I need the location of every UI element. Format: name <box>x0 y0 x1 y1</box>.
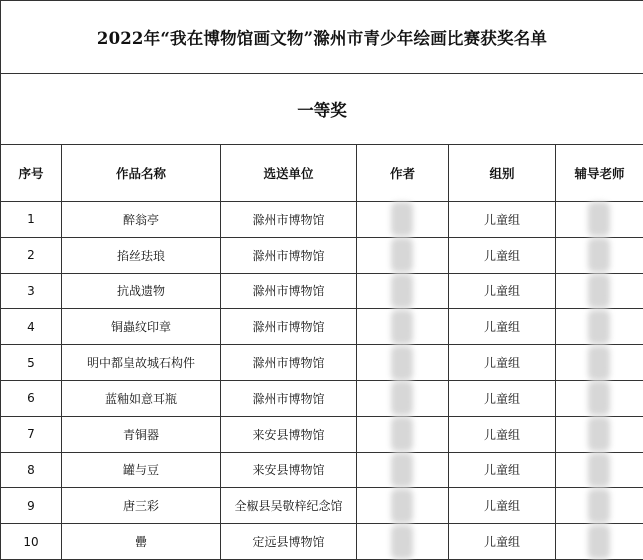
teacher-cell <box>556 202 643 238</box>
table-row <box>1 380 643 416</box>
work-title-cell: 青铜器 <box>62 416 221 452</box>
teacher-cell <box>556 488 643 524</box>
group-cell: 儿童组 <box>449 416 556 452</box>
redaction-blur <box>588 525 610 559</box>
author-redacted <box>396 282 408 299</box>
redaction-blur <box>588 238 610 272</box>
group-cell: 儿童组 <box>449 524 556 560</box>
row-number-cell: 4 <box>1 309 62 345</box>
teacher-redacted <box>593 426 605 443</box>
table-row <box>1 416 643 452</box>
submitting-unit-cell: 来安县博物馆 <box>221 416 357 452</box>
group-cell: 儿童组 <box>449 309 556 345</box>
author-redacted <box>396 247 408 264</box>
work-title-cell: 抗战遗物 <box>62 273 221 309</box>
redaction-blur <box>588 310 610 344</box>
author-cell <box>357 380 449 416</box>
redaction-blur <box>391 274 413 308</box>
row-number-cell: 5 <box>1 345 62 381</box>
author-redacted <box>396 461 408 478</box>
group-cell: 儿童组 <box>449 488 556 524</box>
column-header-number: 序号 <box>1 145 62 202</box>
redaction-blur <box>391 525 413 559</box>
teacher-cell <box>556 380 643 416</box>
table-row <box>1 488 643 524</box>
column-header-author: 作者 <box>357 145 449 202</box>
redaction-blur <box>391 489 413 523</box>
redaction-blur <box>588 489 610 523</box>
row-number-cell: 10 <box>1 524 62 560</box>
table-row <box>1 309 643 345</box>
teacher-cell <box>556 237 643 273</box>
author-cell <box>357 345 449 381</box>
teacher-redacted <box>593 354 605 371</box>
teacher-cell <box>556 452 643 488</box>
teacher-redacted <box>593 247 605 264</box>
submitting-unit-cell: 滁州市博物馆 <box>221 273 357 309</box>
teacher-cell <box>556 309 643 345</box>
author-cell <box>357 309 449 345</box>
teacher-cell <box>556 524 643 560</box>
redaction-blur <box>588 202 610 236</box>
author-cell <box>357 237 449 273</box>
table-row <box>1 524 643 560</box>
submitting-unit-cell: 定远县博物馆 <box>221 524 357 560</box>
teacher-cell <box>556 273 643 309</box>
author-redacted <box>396 318 408 335</box>
author-cell <box>357 524 449 560</box>
redaction-blur <box>391 346 413 380</box>
work-title-cell: 蓝釉如意耳瓶 <box>62 380 221 416</box>
author-redacted <box>396 426 408 443</box>
author-redacted <box>396 211 408 228</box>
submitting-unit-cell: 滁州市博物馆 <box>221 309 357 345</box>
table-row <box>1 273 643 309</box>
group-cell: 儿童组 <box>449 452 556 488</box>
row-number-cell: 3 <box>1 273 62 309</box>
author-cell <box>357 488 449 524</box>
teacher-redacted <box>593 282 605 299</box>
submitting-unit-cell: 滁州市博物馆 <box>221 237 357 273</box>
award-level-heading: 一等奖 <box>1 74 643 145</box>
teacher-redacted <box>593 461 605 478</box>
table-row <box>1 452 643 488</box>
author-redacted <box>396 354 408 371</box>
row-number-cell: 7 <box>1 416 62 452</box>
redaction-blur <box>588 453 610 487</box>
redaction-blur <box>391 453 413 487</box>
teacher-redacted <box>593 497 605 514</box>
column-header-group: 组别 <box>449 145 556 202</box>
author-cell <box>357 273 449 309</box>
table-row <box>1 237 643 273</box>
group-cell: 儿童组 <box>449 202 556 238</box>
redaction-blur <box>391 417 413 451</box>
redaction-blur <box>588 346 610 380</box>
teacher-redacted <box>593 211 605 228</box>
table-body <box>1 202 643 560</box>
teacher-cell <box>556 416 643 452</box>
submitting-unit-cell: 滁州市博物馆 <box>221 202 357 238</box>
author-redacted <box>396 390 408 407</box>
redaction-blur <box>588 274 610 308</box>
group-cell: 儿童组 <box>449 237 556 273</box>
redaction-blur <box>391 381 413 415</box>
redaction-blur <box>391 238 413 272</box>
work-title-cell: 唐三彩 <box>62 488 221 524</box>
row-number-cell: 9 <box>1 488 62 524</box>
author-cell <box>357 452 449 488</box>
redaction-blur <box>391 202 413 236</box>
table-header-row <box>1 145 643 202</box>
teacher-cell <box>556 345 643 381</box>
submitting-unit-cell: 全椒县吴敬梓纪念馆 <box>221 488 357 524</box>
table-row <box>1 202 643 238</box>
work-title-cell: 铜蟲纹印章 <box>62 309 221 345</box>
submitting-unit-cell: 滁州市博物馆 <box>221 345 357 381</box>
redaction-blur <box>588 417 610 451</box>
author-cell <box>357 202 449 238</box>
row-number-cell: 2 <box>1 237 62 273</box>
row-number-cell: 6 <box>1 380 62 416</box>
teacher-redacted <box>593 390 605 407</box>
column-header-work: 作品名称 <box>62 145 221 202</box>
redaction-blur <box>588 381 610 415</box>
row-number-cell: 8 <box>1 452 62 488</box>
submitting-unit-cell: 来安县博物馆 <box>221 452 357 488</box>
work-title-cell: 罍 <box>62 524 221 560</box>
group-cell: 儿童组 <box>449 380 556 416</box>
author-cell <box>357 416 449 452</box>
group-cell: 儿童组 <box>449 273 556 309</box>
work-title-cell: 醉翁亭 <box>62 202 221 238</box>
teacher-redacted <box>593 533 605 550</box>
column-header-unit: 选送单位 <box>221 145 357 202</box>
row-number-cell: 1 <box>1 202 62 238</box>
column-header-teacher: 辅导老师 <box>556 145 643 202</box>
author-redacted <box>396 497 408 514</box>
work-title-cell: 掐丝珐琅 <box>62 237 221 273</box>
document-title: 2022年“我在博物馆画文物”滁州市青少年绘画比赛获奖名单 <box>1 1 643 74</box>
group-cell: 儿童组 <box>449 345 556 381</box>
teacher-redacted <box>593 318 605 335</box>
author-redacted <box>396 533 408 550</box>
work-title-cell: 明中都皇故城石构件 <box>62 345 221 381</box>
submitting-unit-cell: 滁州市博物馆 <box>221 380 357 416</box>
work-title-cell: 罐与豆 <box>62 452 221 488</box>
redaction-blur <box>391 310 413 344</box>
table-row <box>1 345 643 381</box>
